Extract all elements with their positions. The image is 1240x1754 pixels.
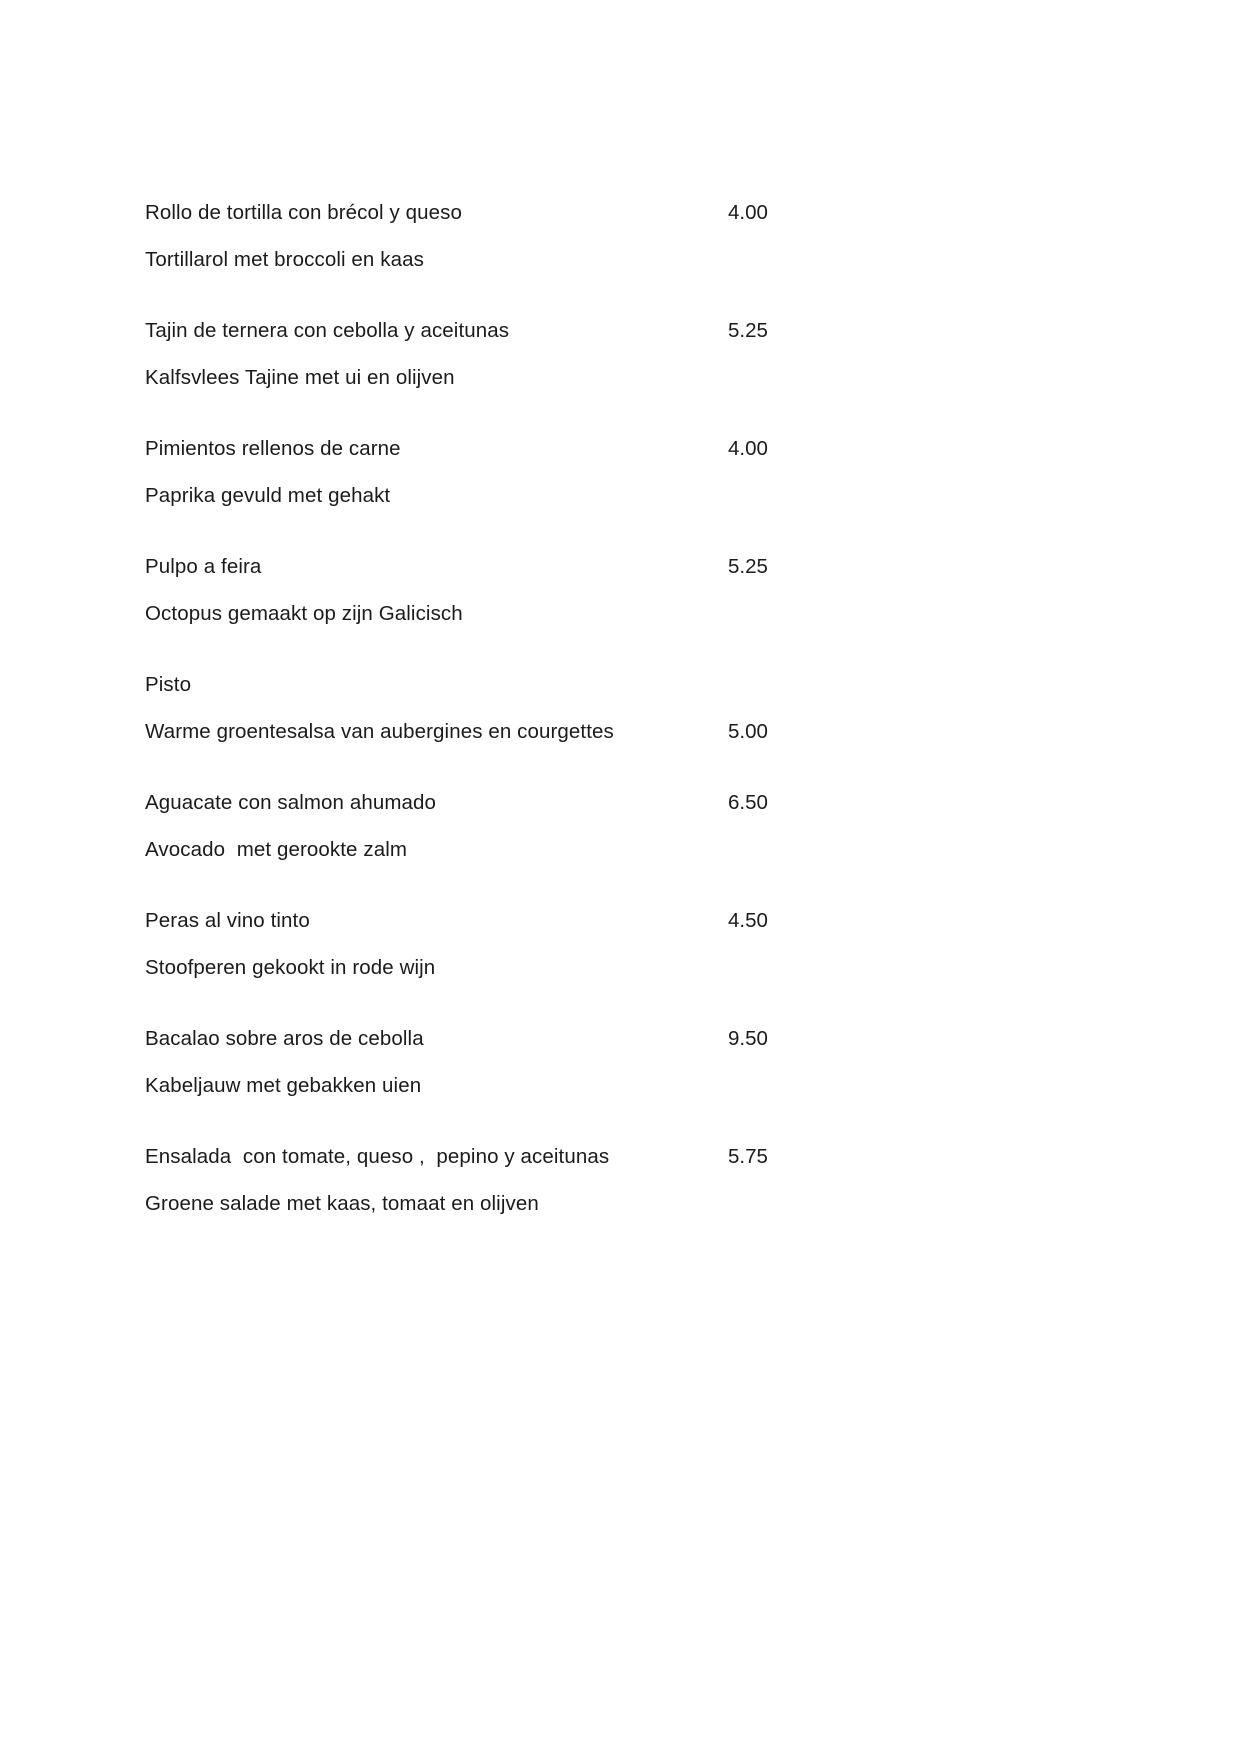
- menu-item-name-row: [145, 1022, 845, 1056]
- menu-item: [145, 314, 845, 395]
- menu-item-translation: Kabeljauw met gebakken uien: [145, 1074, 422, 1097]
- menu-item-name-row: [145, 196, 845, 230]
- menu-item-list: [145, 196, 845, 1258]
- menu-item-translation-row: [145, 1187, 845, 1221]
- menu-item-name: Pulpo a feira: [145, 555, 262, 578]
- menu-item-price: 5.25: [728, 319, 768, 342]
- row-spacer: [145, 584, 845, 597]
- menu-item-name-row: [145, 1140, 845, 1174]
- menu-item-translation: Groene salade met kaas, tomaat en olijven: [145, 1192, 539, 1215]
- menu-item-name-row: [145, 314, 845, 348]
- row-spacer: [145, 1056, 845, 1069]
- menu-item-translation-row: [145, 479, 845, 513]
- menu-item-name: Rollo de tortilla con brécol y queso: [145, 201, 462, 224]
- menu-item: [145, 550, 845, 631]
- menu-item-translation-row: [145, 597, 845, 631]
- menu-item-translation-row: [145, 833, 845, 867]
- menu-item-translation: Tortillarol met broccoli en kaas: [145, 248, 424, 271]
- menu-item: [145, 668, 845, 749]
- menu-item-translation: Octopus gemaakt op zijn Galicisch: [145, 602, 463, 625]
- menu-item-translation-row: [145, 1069, 845, 1103]
- menu-item-price: 5.00: [728, 720, 768, 743]
- menu-item-price: 6.50: [728, 791, 768, 814]
- menu-item: [145, 432, 845, 513]
- menu-item-name: Ensalada con tomate, queso , pepino y aceitunas: [145, 1145, 610, 1168]
- menu-item-name-row: [145, 904, 845, 938]
- menu-item: [145, 904, 845, 985]
- menu-item-name: Aguacate con salmon ahumado: [145, 791, 437, 814]
- row-spacer: [145, 466, 845, 479]
- menu-item-name: Tajin de ternera con cebolla y aceitunas: [145, 319, 510, 342]
- menu-item-translation-row: [145, 243, 845, 277]
- menu-item-name: Bacalao sobre aros de cebolla: [145, 1027, 424, 1050]
- menu-item-translation: Avocado met gerookte zalm: [145, 838, 408, 861]
- menu-item-translation-row: [145, 715, 845, 749]
- menu-item-price: 5.75: [728, 1145, 768, 1168]
- menu-item-price: 4.50: [728, 909, 768, 932]
- menu-item: [145, 1140, 845, 1221]
- menu-item-translation: Warme groentesalsa van aubergines en courgettes: [145, 720, 614, 743]
- menu-item-name: Peras al vino tinto: [145, 909, 310, 932]
- menu-item-name-row: [145, 550, 845, 584]
- menu-item-translation: Paprika gevuld met gehakt: [145, 484, 391, 507]
- menu-item-translation: Stoofperen gekookt in rode wijn: [145, 956, 436, 979]
- menu-item-name-row: [145, 786, 845, 820]
- menu-item-price: 5.25: [728, 555, 768, 578]
- menu-item-name-row: [145, 668, 845, 702]
- menu-item-price: 4.00: [728, 201, 768, 224]
- menu-item-translation-row: [145, 951, 845, 985]
- row-spacer: [145, 702, 845, 715]
- menu-item-price: 4.00: [728, 437, 768, 460]
- menu-item: [145, 786, 845, 867]
- menu-item-name-row: [145, 432, 845, 466]
- row-spacer: [145, 348, 845, 361]
- menu-item: [145, 196, 845, 277]
- row-spacer: [145, 230, 845, 243]
- menu-item-name: Pisto: [145, 673, 192, 696]
- menu-item-name: Pimientos rellenos de carne: [145, 437, 401, 460]
- menu-item-price: 9.50: [728, 1027, 768, 1050]
- row-spacer: [145, 938, 845, 951]
- row-spacer: [145, 1174, 845, 1187]
- menu-item: [145, 1022, 845, 1103]
- menu-item-translation: Kalfsvlees Tajine met ui en olijven: [145, 366, 455, 389]
- row-spacer: [145, 820, 845, 833]
- menu-item-translation-row: [145, 361, 845, 395]
